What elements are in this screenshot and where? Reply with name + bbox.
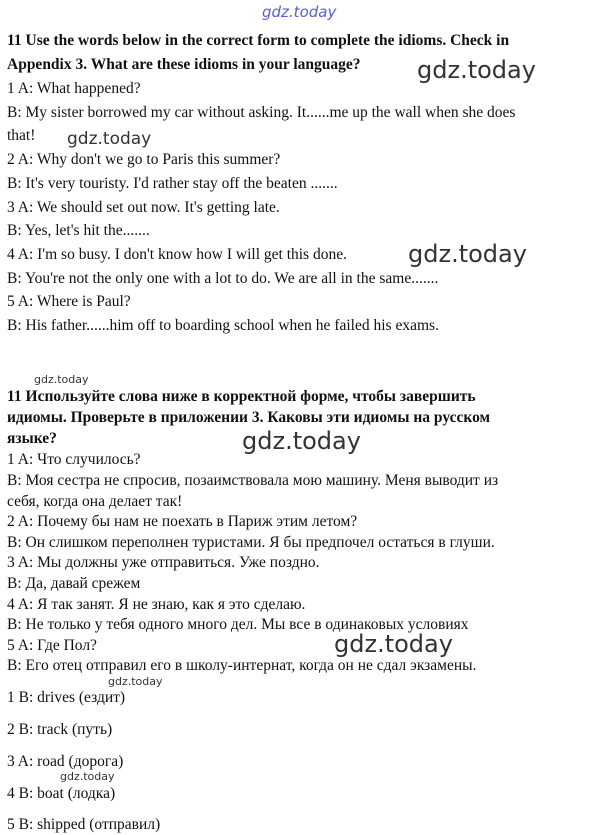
dialogue-line: B: It's very touristy. I'd rather stay off the beaten ....... <box>7 175 338 192</box>
dialogue-line-ru: B: Не только у тебя одного много дел. Мы все в одинаковых условиях <box>7 616 469 633</box>
watermark: gdz.today <box>242 427 361 455</box>
dialogue-line-ru: B: Моя сестра не спросив, позаимствовала мою машину. Меня выводит из <box>7 472 499 489</box>
watermark: gdz.today <box>67 129 152 149</box>
dialogue-line-ru: 2 A: Почему бы нам не поехать в Париж этим летом? <box>7 513 358 530</box>
exercise-heading: 11 Use the words below in the correct form to complete the idioms. Check in <box>7 32 510 49</box>
dialogue-line: 4 A: I'm so busy. I don't know how I will get this done. <box>7 246 347 263</box>
answer-line: 3 A: road (дорога) <box>7 753 124 770</box>
exercise-heading-ru: языке? <box>7 430 57 447</box>
dialogue-line-ru: B: Он слишком переполнен туристами. Я бы предпочел остаться в глуши. <box>7 534 495 551</box>
exercise-heading-ru: идиомы. Проверьте в приложении 3. Каковы эти идиомы на русском <box>7 409 491 426</box>
dialogue-line: that! <box>7 127 36 144</box>
watermark: gdz.today <box>34 373 89 386</box>
answer-line: 4 B: boat (лодка) <box>7 785 116 802</box>
watermark: gdz.today <box>334 630 453 658</box>
dialogue-line: 3 A: We should set out now. It's getting late. <box>7 199 280 216</box>
answer-line: 1 B: drives (ездит) <box>7 689 126 706</box>
dialogue-line-ru: 3 A: Мы должны уже отправиться. Уже поздно. <box>7 554 320 571</box>
watermark: gdz.today <box>408 240 527 268</box>
dialogue-line-ru: 5 A: Где Пол? <box>7 637 97 654</box>
answer-line: 5 B: shipped (отправил) <box>7 816 161 833</box>
dialogue-line-ru: себя, когда она делает так! <box>7 493 183 510</box>
watermark-top: gdz.today <box>262 3 337 21</box>
dialogue-line: 2 A: Why don't we go to Paris this summer? <box>7 151 281 168</box>
dialogue-line-ru: B: Его отец отправил его в школу-интернат, когда он не сдал экзамены. <box>7 657 477 674</box>
watermark: gdz.today <box>108 675 163 688</box>
dialogue-line-ru: B: Да, давай срежем <box>7 575 141 592</box>
dialogue-line: B: You're not the only one with a lot to do. We are all in the same....... <box>7 270 439 287</box>
dialogue-line-ru: 1 A: Что случилось? <box>7 451 141 468</box>
watermark: gdz.today <box>417 56 536 84</box>
exercise-heading-ru: 11 Используйте слова ниже в корректной форме, чтобы завершить <box>7 388 476 405</box>
dialogue-line: B: His father......him off to boarding school when he failed his exams. <box>7 317 439 334</box>
watermark: gdz.today <box>60 770 115 783</box>
dialogue-line: B: Yes, let's hit the....... <box>7 222 150 239</box>
dialogue-line: 5 A: Where is Paul? <box>7 293 131 310</box>
answer-line: 2 B: track (путь) <box>7 721 113 738</box>
dialogue-line: B: My sister borrowed my car without asking. It......me up the wall when she does <box>7 104 516 121</box>
dialogue-line: 1 A: What happened? <box>7 80 141 97</box>
dialogue-line-ru: 4 A: Я так занят. Я не знаю, как я это сделаю. <box>7 596 306 613</box>
exercise-heading: Appendix 3. What are these idioms in your language? <box>7 56 361 73</box>
